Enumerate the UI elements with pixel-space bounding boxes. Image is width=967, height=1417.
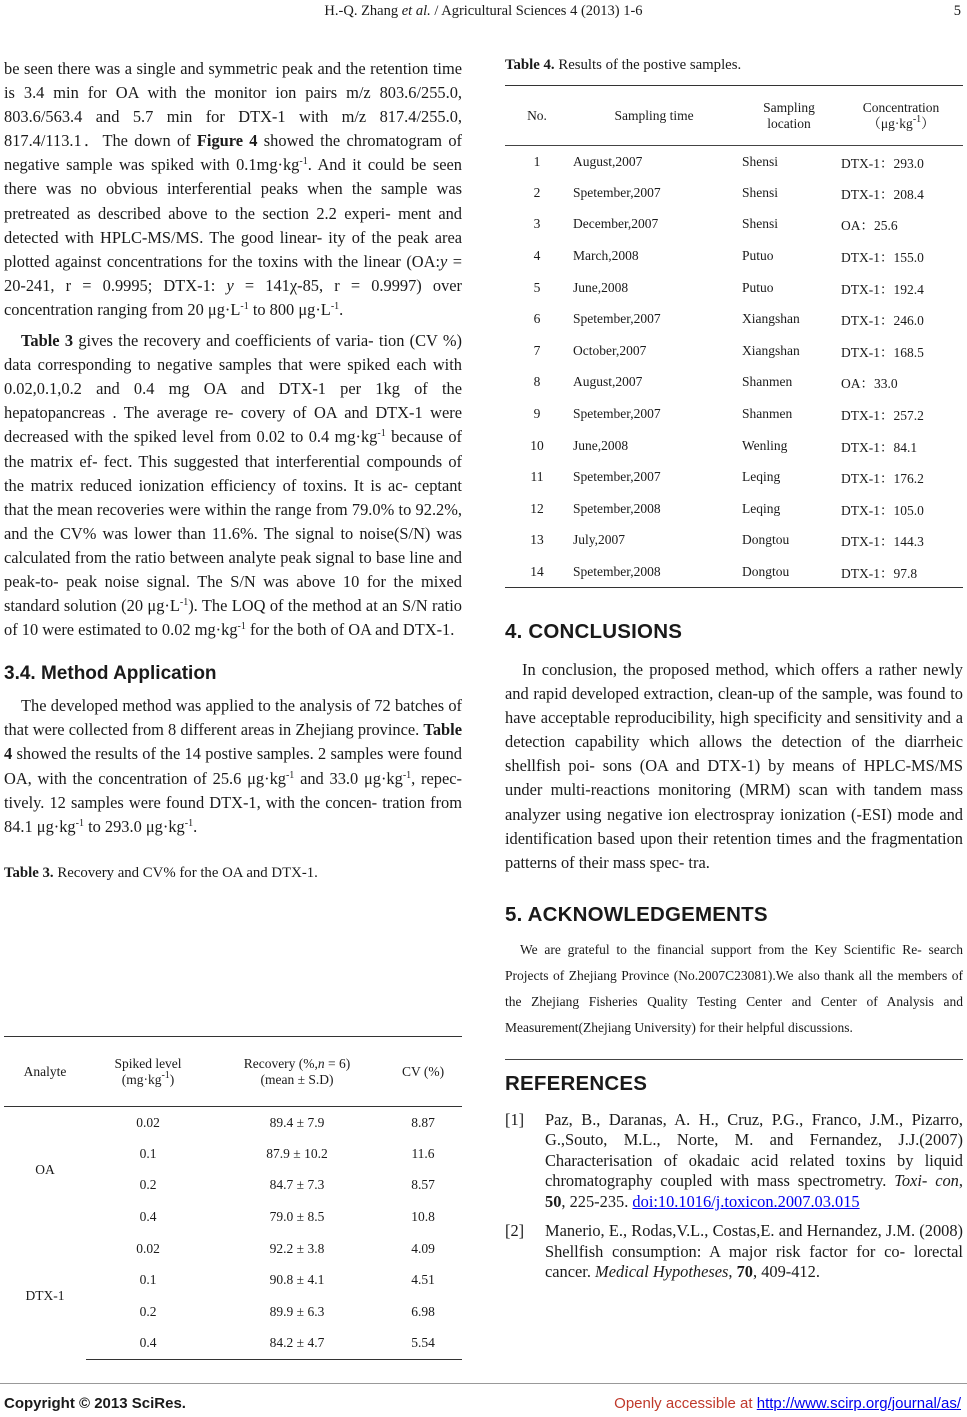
table4-concentration: DTX-1：84.1 — [841, 439, 918, 455]
table3-recovery: 84.7 ± 7.3 — [269, 1177, 325, 1193]
table-row — [505, 556, 963, 588]
table4-no: 14 — [505, 556, 569, 588]
table-row — [505, 461, 963, 493]
reference-number: [1] — [505, 1109, 525, 1129]
page-number: 5 — [953, 3, 961, 19]
table3-cv: 4.51 — [411, 1272, 435, 1288]
table3-cv: 8.87 — [411, 1114, 435, 1130]
table-row — [505, 240, 963, 272]
table4-sampling-time: June,2008 — [573, 279, 629, 295]
table3 — [4, 1036, 462, 1360]
table4-location: Shanmen — [742, 374, 793, 390]
table-row — [505, 430, 963, 462]
table4-sampling-time: Spetember,2007 — [573, 311, 661, 327]
table4-caption: Table 4. Results of the postive samples. — [505, 57, 742, 73]
table4-location: Xiangshan — [742, 311, 800, 327]
table4-header-row — [505, 86, 963, 146]
table-row — [505, 209, 963, 241]
table4-location: Dongtou — [742, 532, 790, 548]
reference-1: [1] Paz, B., Daranas, A. H., Cruz, P.G., Franco, J.M., Pizarro, G.,Souto, M.L., Norte, M. and Fernandez, J.J.(2007) Characterisation of okadaic acid related toxins by liquid chromatography coupled with mass spectrometry. Toxi- con, 50, 225-235. doi:10.1016/j.toxicon.2007.03.015 — [505, 1109, 963, 1211]
table4-location: Shensi — [742, 184, 779, 200]
table3-level: 0.2 — [139, 1177, 157, 1193]
table4-location: Wenling — [742, 437, 788, 453]
table4-concentration: OA：25.6 — [841, 218, 898, 234]
right-column — [505, 57, 963, 74]
doi-link[interactable]: doi:10.1016/j.toxicon.2007.03.015 — [632, 1191, 860, 1211]
table4-no: 1 — [533, 153, 541, 169]
paragraph-recovery: Table 3 gives the recovery and coefficients of varia- tion (CV %) data corresponding to negative samples that were spiked each with 0.02,0.1,0.2 and 0.4 mg OA and DTX-1 per 1kg of the hepatopancreas . The average re- covery of OA and DTX-1 were decreased with the spiked level from 0.02 to 0.4 $mg\cdot kg^{-1}$ because of the matrix ef- fect. This suggested that interferential compounds of the matrix reduced ionization efficiency of toxins. It is ac- ceptant that the mean recoveries were within the range from 79.0% to 92.2%, and the CV% was lower than 11.6%. The signal to noise(S/N) was calculated from the ratio between analyte peak signal to base line and peak-to- peak noise signal. The S/N was above 10 for the mixed standard solution (20 $\mu g\cdot L^{-1}$). The LOQ of the method at an S/N ratio of 10 were estimated to 0.02 $mg\cdot kg^{-1}$ for the both of OA and DTX-1. — [4, 331, 462, 640]
table4-sampling-time: Spetember,2008 — [573, 500, 661, 516]
table3-header-recovery: Recovery (%,n = 6) (mean ± S.D) — [210, 1037, 384, 1107]
table4-location: Leqing — [742, 500, 781, 516]
table4-concentration: DTX-1：176.2 — [841, 471, 924, 487]
table3-cv: 11.6 — [411, 1145, 435, 1161]
table3-level: 0.2 — [139, 1303, 157, 1319]
heading-method-application: 3.4. Method Application — [4, 663, 217, 685]
table4-sampling-time: Spetember,2007 — [573, 184, 661, 200]
table4-concentration: OA：33.0 — [841, 376, 898, 392]
paragraph-method-application: The developed method was applied to the analysis of 72 batches of that were collected from 8 different areas in Zhejiang province. Table 4 showed the results of the 14 postive samples. 2 samples were found OA, with the concentration of 25.6 $\mu g\cdot kg^{-1}$ and 33.0 $\mu g\cdot kg^{-1}$, repec- tively. 12 samples were found DTX-1, with the concen- tration from 84.1 $\mu g\cdot kg^{-1}$ to 293.0 $\mu g\cdot kg^{-1}$. — [4, 696, 462, 836]
table3-recovery: 79.0 ± 8.5 — [269, 1209, 325, 1225]
table4-sampling-time: October,2007 — [573, 342, 647, 358]
table3-header-spiked: Spiked level $(mg\cdot kg^{-1})$ — [86, 1037, 210, 1107]
table4-no: 3 — [533, 216, 541, 232]
table4-no: 8 — [533, 374, 541, 390]
table4-sampling-time: December,2007 — [573, 216, 659, 232]
table4-location: Shensi — [742, 153, 779, 169]
paragraph-conclusions: In conclusion, the proposed method, which offers a rather newly and rapid developed extraction, clean-up of the sample, was found to have acceptable reproducibility, high specificity and sensitivity and a detection capability which allows the detection of the diarrheic shellfish poi- sons (OA and DTX-1) by means of HPLC-MS/MS under multi-reactions monitoring (MRM) scan with tandem mass analyzer using negative ion electrospray ionization (-ESI) mode and identification based upon their retention times and the fragmentation patterns of their mass spec- tra. — [505, 660, 963, 872]
table4-no: 7 — [533, 342, 541, 358]
journal-link[interactable]: http://www.scirp.org/journal/as/ — [756, 1395, 961, 1412]
table4-header-time: Sampling time — [569, 86, 739, 146]
left-column — [4, 57, 462, 882]
table4-concentration: DTX-1：257.2 — [841, 408, 924, 424]
table-row — [505, 525, 963, 557]
table3-recovery: 84.2 ± 4.7 — [210, 1328, 384, 1360]
table4-location: Dongtou — [739, 556, 839, 588]
table-row — [505, 367, 963, 399]
table4-location: Putuo — [742, 279, 774, 295]
heading-references: REFERENCES — [505, 1071, 648, 1095]
table4 — [505, 85, 963, 588]
table4-no: 11 — [530, 469, 544, 485]
table4-location: Xiangshan — [742, 342, 800, 358]
table4-no: 5 — [533, 279, 541, 295]
table3-level: 0.1 — [139, 1145, 157, 1161]
heading-acknowledgements: 5. ACKNOWLEDGEMENTS — [505, 902, 768, 926]
table3-header-row — [4, 1037, 462, 1107]
running-head: H.-Q. Zhang et al. / Agricultural Sciences 4 (2013) 1-6 — [324, 3, 643, 19]
table4-location: Leqing — [742, 469, 781, 485]
table3-cv: 6.98 — [411, 1303, 435, 1319]
table-row — [505, 272, 963, 304]
table3-level: 0.02 — [136, 1114, 160, 1130]
table4-sampling-time: August,2007 — [573, 374, 643, 390]
table4-concentration: DTX-1：208.4 — [841, 186, 924, 202]
table4-concentration: DTX-1：105.0 — [841, 502, 924, 518]
table3-analyte-dtx1: DTX-1 — [25, 1288, 65, 1304]
table3-cv: 4.09 — [411, 1240, 435, 1256]
table4-header-location: Sampling location — [739, 86, 839, 146]
table3-level: 0.4 — [139, 1209, 157, 1225]
table4-sampling-time: Spetember,2008 — [569, 556, 739, 588]
table3-recovery: 89.4 ± 7.9 — [269, 1114, 325, 1130]
table3-analyte-oa: OA — [35, 1161, 55, 1177]
table4-sampling-time: June,2008 — [573, 437, 629, 453]
footer-divider — [0, 1383, 967, 1384]
table4-concentration: DTX-1：293.0 — [841, 155, 924, 171]
table3-level: 0.02 — [136, 1240, 160, 1256]
table-row — [505, 493, 963, 525]
table4-sampling-time: March,2008 — [573, 248, 639, 264]
table3-caption: Table 3. Recovery and CV% for the OA and DTX-1. — [4, 864, 318, 881]
table-row — [505, 177, 963, 209]
table4-concentration: DTX-1：192.4 — [841, 281, 924, 297]
table3-recovery: 92.2 ± 3.8 — [269, 1240, 325, 1256]
heading-conclusions: 4. CONCLUSIONS — [505, 620, 683, 643]
table4-no: 2 — [533, 184, 541, 200]
table3-header-analyte: Analyte — [4, 1037, 86, 1107]
table-row — [4, 1107, 462, 1139]
table3-recovery: 87.9 ± 10.2 — [266, 1145, 328, 1161]
table4-header-no: No. — [505, 86, 569, 146]
copyright: Copyright © 2013 SciRes. — [4, 1395, 186, 1412]
table-row — [505, 398, 963, 430]
paragraph-results-chromatogram: be seen there was a single and symmetric peak and the retention time is 3.4 min for OA with the monitor ion pairs m/z 803.6/255.0, 803.6/563.4 and 5.7 min for DTX-1 with m/z 817.4/255.0, 817.4/113.1．The down of Figure 4 showed the chromatogram of negative sample was spiked with $0.1mg\cdot kg^{-1}$. And it could be seen there was no obvious interferential peaks when the sample was pretreated as described above to the section 2.2 experi- ment and detected with HPLC-MS/MS. The good linear- ity of the peak area plotted against concentrations for the toxins with the linear (OA:y = 20-241, r = 0.9995; DTX-1: y = 141χ-85, r = 0.9997) over concentration ranging from 20 $\mu g\cdot L^{-1}$ to 800 $\mu g\cdot L^{-1}$. — [4, 59, 463, 319]
table3-recovery: 90.8 ± 4.1 — [269, 1272, 325, 1288]
table4-no: 12 — [530, 500, 544, 516]
table4-no: 13 — [530, 532, 544, 548]
table4-location: Shanmen — [742, 406, 793, 422]
reference-2: [2] Manerio, E., Rodas,V.L., Costas,E. and Hernandez, J.M. (2008) Shellfish consumption: A major risk factor for co- lorectal cancer. Medical Hypotheses, 70, 409-412. — [505, 1221, 963, 1282]
table4-sampling-time: July,2007 — [573, 532, 626, 548]
table3-level: 0.1 — [139, 1272, 157, 1288]
references-divider — [505, 1059, 963, 1060]
table4-concentration: DTX-1：246.0 — [841, 313, 924, 329]
reference-number: [2] — [505, 1221, 525, 1241]
table3-cv: 8.57 — [411, 1177, 435, 1193]
table3-level: 0.4 — [86, 1328, 210, 1360]
paragraph-acknowledgements: We are grateful to the financial support from the Key Scientific Re- search Projects of Zhejiang Province (No.2007C23081).We also thank all the members of the Zhejiang Fisheries Quality Testing Center and Center of Analysis and Measurement(Zhejiang University) for their helpful discussions. — [505, 941, 963, 1035]
table3-recovery: 89.9 ± 6.3 — [269, 1303, 325, 1319]
table4-concentration: DTX-1：168.5 — [841, 344, 924, 360]
table3-cv: 5.54 — [384, 1328, 462, 1360]
table4-location: Shensi — [742, 216, 779, 232]
table4-concentration: DTX-1：97.8 — [839, 556, 963, 588]
table3-cv: 10.8 — [411, 1209, 435, 1225]
table-row — [505, 146, 963, 178]
table-row — [505, 303, 963, 335]
table4-concentration: DTX-1：144.3 — [841, 534, 924, 550]
table4-no: 10 — [530, 437, 544, 453]
table3-header-cv: CV (%) — [384, 1037, 462, 1107]
table4-concentration: DTX-1：155.0 — [841, 250, 924, 266]
table4-sampling-time: Spetember,2007 — [573, 469, 661, 485]
open-access-note: Openly accessible at http://www.scirp.org/journal/as/ — [614, 1395, 961, 1412]
table4-header-concentration: Concentration $(\mu g\cdot kg^{-1})$ — [839, 86, 963, 146]
table4-no: 6 — [533, 311, 541, 327]
table-row — [505, 335, 963, 367]
table4-location: Putuo — [742, 248, 774, 264]
table4-sampling-time: Spetember,2007 — [573, 406, 661, 422]
table4-sampling-time: August,2007 — [573, 153, 643, 169]
table4-no: 4 — [533, 248, 541, 264]
right-column-lower — [505, 620, 963, 1283]
table4-no: 9 — [533, 406, 541, 422]
table-row — [4, 1233, 462, 1265]
